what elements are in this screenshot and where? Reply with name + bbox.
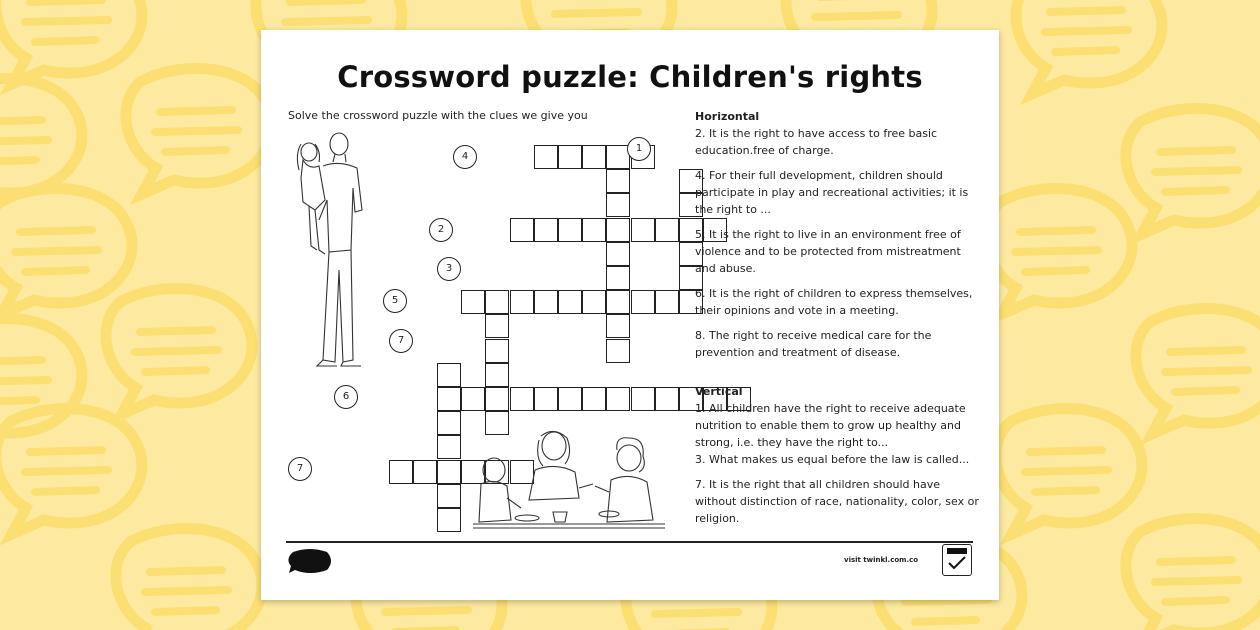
crossword-cell[interactable] [606,242,630,266]
crossword-cell[interactable] [606,169,630,193]
crossword-cell[interactable] [606,290,630,314]
clues-panel [695,108,980,535]
crossword-cell[interactable] [582,218,606,242]
crossword-cell[interactable] [534,290,558,314]
crossword-cell[interactable] [606,218,630,242]
crossword-cell[interactable] [606,266,630,290]
family-eating-illustration [469,428,669,538]
crossword-cell[interactable] [413,460,437,484]
crossword-cell[interactable] [558,290,582,314]
father-and-child-illustration [289,130,369,368]
crossword-cell[interactable] [655,290,679,314]
crossword-cell[interactable] [655,387,679,411]
crossword-cell[interactable] [582,145,606,169]
crossword-cell[interactable] [485,363,509,387]
crossword-cell[interactable] [606,339,630,363]
vertical-clue-7: 7. It is the right that all children should have without distinction of race, nationality, color, sex or religion. [695,478,979,525]
crossword-cell[interactable] [558,387,582,411]
page-title: Crossword puzzle: Children's rights [337,60,923,94]
crossword-cell[interactable] [485,314,509,338]
crossword-cell[interactable] [631,290,655,314]
crossword-cell[interactable] [510,387,534,411]
visit-website-text: visit twinkl.com.co [844,556,919,564]
crossword-cell[interactable] [485,339,509,363]
crossword-cell[interactable] [485,290,509,314]
horizontal-clue-6: 6. It is the right of children to express themselves, their opinions and vote in a meeting. [695,287,973,317]
crossword-cell[interactable] [534,218,558,242]
clue-number-7-vertical: 7 [389,329,413,353]
crossword-cell[interactable] [582,290,606,314]
clue-number-7-horizontal: 7 [288,457,312,481]
crossword-cell[interactable] [631,387,655,411]
clue-number-6: 6 [334,385,358,409]
crossword-cell[interactable] [558,218,582,242]
crossword-cell[interactable] [655,218,679,242]
footer-divider [286,541,973,543]
crossword-cell[interactable] [534,387,558,411]
crossword-cell[interactable] [534,145,558,169]
vertical-clue-3: 3. What makes us equal before the law is called... [695,453,970,466]
crossword-cell[interactable] [437,460,461,484]
clue-number-5: 5 [383,289,407,313]
twinkl-logo [287,548,333,574]
crossword-cell[interactable] [582,387,606,411]
crossword-cell[interactable] [461,290,485,314]
crossword-cell[interactable] [437,363,461,387]
crossword-cell[interactable] [437,435,461,459]
horizontal-heading: Horizontal [695,110,760,123]
quality-standard-badge [942,544,972,576]
horizontal-clue-4: 4. For their full development, children should participate in play and recreational activities; it is the right to ... [695,169,969,216]
worksheet [261,30,999,600]
clue-number-1: 1 [627,137,651,161]
crossword-cell[interactable] [558,145,582,169]
crossword-cell[interactable] [510,290,534,314]
crossword-cell[interactable] [631,218,655,242]
crossword-cell[interactable] [606,387,630,411]
vertical-heading: Vertical [695,385,743,398]
check-icon [944,545,970,573]
horizontal-clue-5: 5. It is the right to live in an environment free of violence and to be protected from mistreatment and abuse. [695,228,961,275]
crossword-cell[interactable] [437,508,461,532]
clue-number-2: 2 [429,218,453,242]
clue-number-4: 4 [453,145,477,169]
crossword-cell[interactable] [437,387,461,411]
crossword-cell[interactable] [510,218,534,242]
horizontal-clue-2: 2. It is the right to have access to free basic education.free of charge. [695,127,938,157]
crossword-cell[interactable] [437,411,461,435]
instructions-text: Solve the crossword puzzle with the clues we give you [288,109,588,122]
clue-number-3: 3 [437,257,461,281]
crossword-cell[interactable] [437,484,461,508]
crossword-cell[interactable] [389,460,413,484]
vertical-clue-1: 1. All children have the right to receive adequate nutrition to enable them to grow up healthy and strong, i.e. they have the right to... [695,402,966,449]
crossword-cell[interactable] [606,314,630,338]
horizontal-clue-8: 8. The right to receive medical care for the prevention and treatment of disease. [695,329,932,359]
crossword-cell[interactable] [606,193,630,217]
crossword-cell[interactable] [485,387,509,411]
crossword-cell[interactable] [461,387,485,411]
